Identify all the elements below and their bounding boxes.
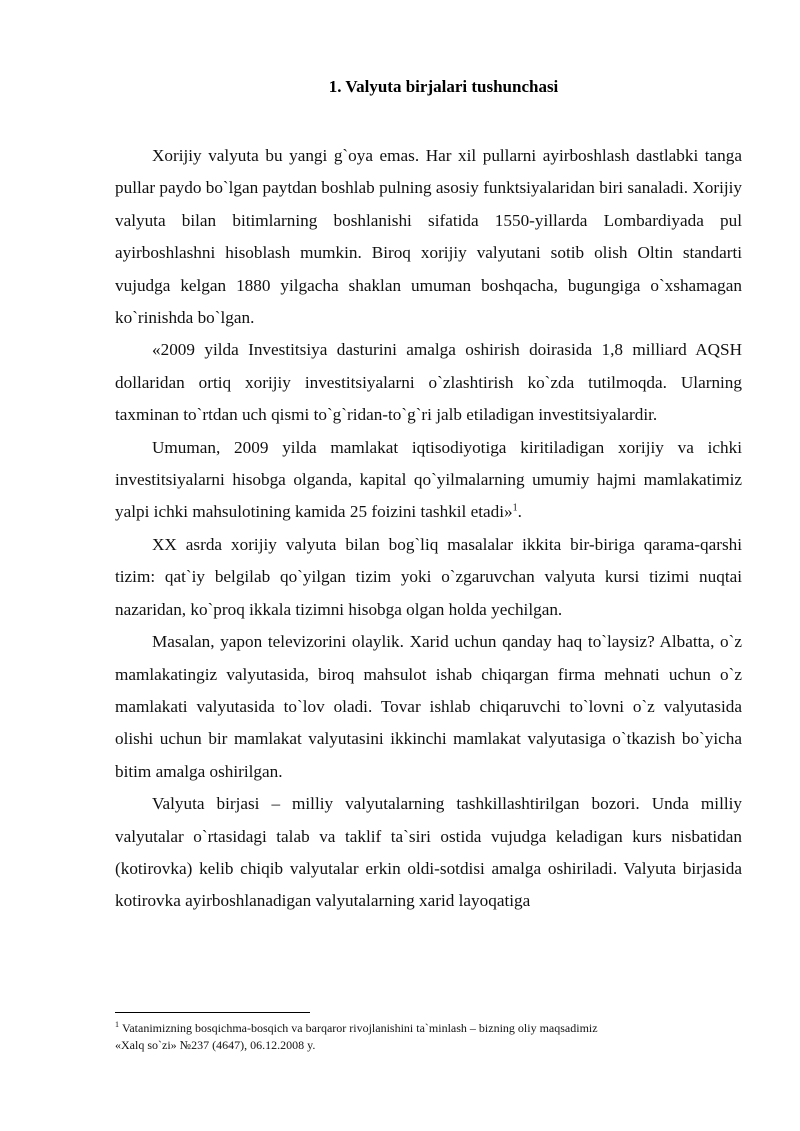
footnote-text-1: Vatanimizning bosqichma-bosqich va barqaror rivojlanishini ta`minlash – bizning oliy maqsadimiz	[122, 1021, 598, 1035]
paragraph-3-text: Umuman, 2009 yilda mamlakat iqtisodiyotiga kiritiladigan xorijiy va ichki investitsiyalarni hisobga olganda, kapital qo`yilmalarning umumiy hajmi mamlakatimiz yalpi ichki mahsulotining kamida 25 foizini tashkil etadi»	[115, 437, 742, 522]
paragraph-5: Masalan, yapon televizorini olaylik. Xarid uchun qanday haq to`laysiz? Albatta, o`z mamlakatingiz valyutasida, biroq mahsulot ishab chiqargan firma mehnati uchun o`z mamlakati valyutasida to`lov oladi. Tovar ishlab chiqaruvchi to`lovni o`z valyutasida olishi uchun bir mamlakat valyutasini ikkinchi mamlakat valyutasiga o`tkazish bo`yicha bitim amalga oshirilgan.	[115, 632, 742, 781]
paragraph-3	[115, 432, 742, 529]
paragraph-1: Xorijiy valyuta bu yangi g`oya emas. Har xil pullarni ayirboshlash dastlabki tanga pullar paydo bo`lgan paytdan boshlab pulning asosiy funktsiyalaridan biri sanaladi. Xorijiy valyuta bilan bitimlarning boshlanishi sifatida 1550-yillarda Lombardiyada pul ayirboshlashni hisoblash mumkin. Biroq xorijiy valyutani sotib olish Oltin standarti vujudga kelgan 1880 yilgacha shaklan umuman boshqacha, bugungiga o`xshamagan ko`rinishda bo`lgan.	[115, 146, 742, 328]
footnote	[115, 1020, 742, 1054]
paragraph-3-period: .	[517, 502, 522, 522]
paragraph-2: «2009 yilda Investitsiya dasturini amalga oshirish doirasida 1,8 milliard AQSH dollaridan ortiq xorijiy investitsiyalarni o`zlashtirish ko`zda tutilmoqda. Ularning taxminan to`rtdan uch qismi to`g`ridan-to`g`ri jalb etiladigan investitsiyalardir.	[115, 340, 742, 425]
footnote-number: 1	[115, 1020, 119, 1029]
footnote-separator	[115, 1012, 310, 1013]
footnote-text-2: «Xalq so`zi» №237 (4647), 06.12.2008 y.	[115, 1038, 316, 1052]
paragraph-6: Valyuta birjasi – milliy valyutalarning tashkillashtirilgan bozori. Unda milliy valyutalar o`rtasidagi talab va taklif ta`siri ostida vujudga keladigan kurs nisbatidan (kotirovka) kelib chiqib valyutalar erkin oldi-sotdisi amalga oshiriladi. Valyuta birjasida kotirovka ayirboshlanadigan valyutalarning xarid layoqatiga	[115, 794, 742, 911]
body-text	[115, 140, 742, 918]
footnote-reference[interactable]: 1	[512, 502, 518, 514]
footnote-line-1	[115, 1020, 742, 1037]
paragraph-4: XX asrda xorijiy valyuta bilan bog`liq masalalar ikkita bir-biriga qarama-qarshi tizim: qat`iy belgilab qo`yilgan tizim yoki o`zgaruvchan valyuta kursi tizimi nuqtai nazaridan, ko`proq ikkala tizimni hisobga olgan holda yechilgan.	[115, 534, 742, 619]
section-title: 1. Valyuta birjalari tushunchasi	[328, 77, 559, 96]
